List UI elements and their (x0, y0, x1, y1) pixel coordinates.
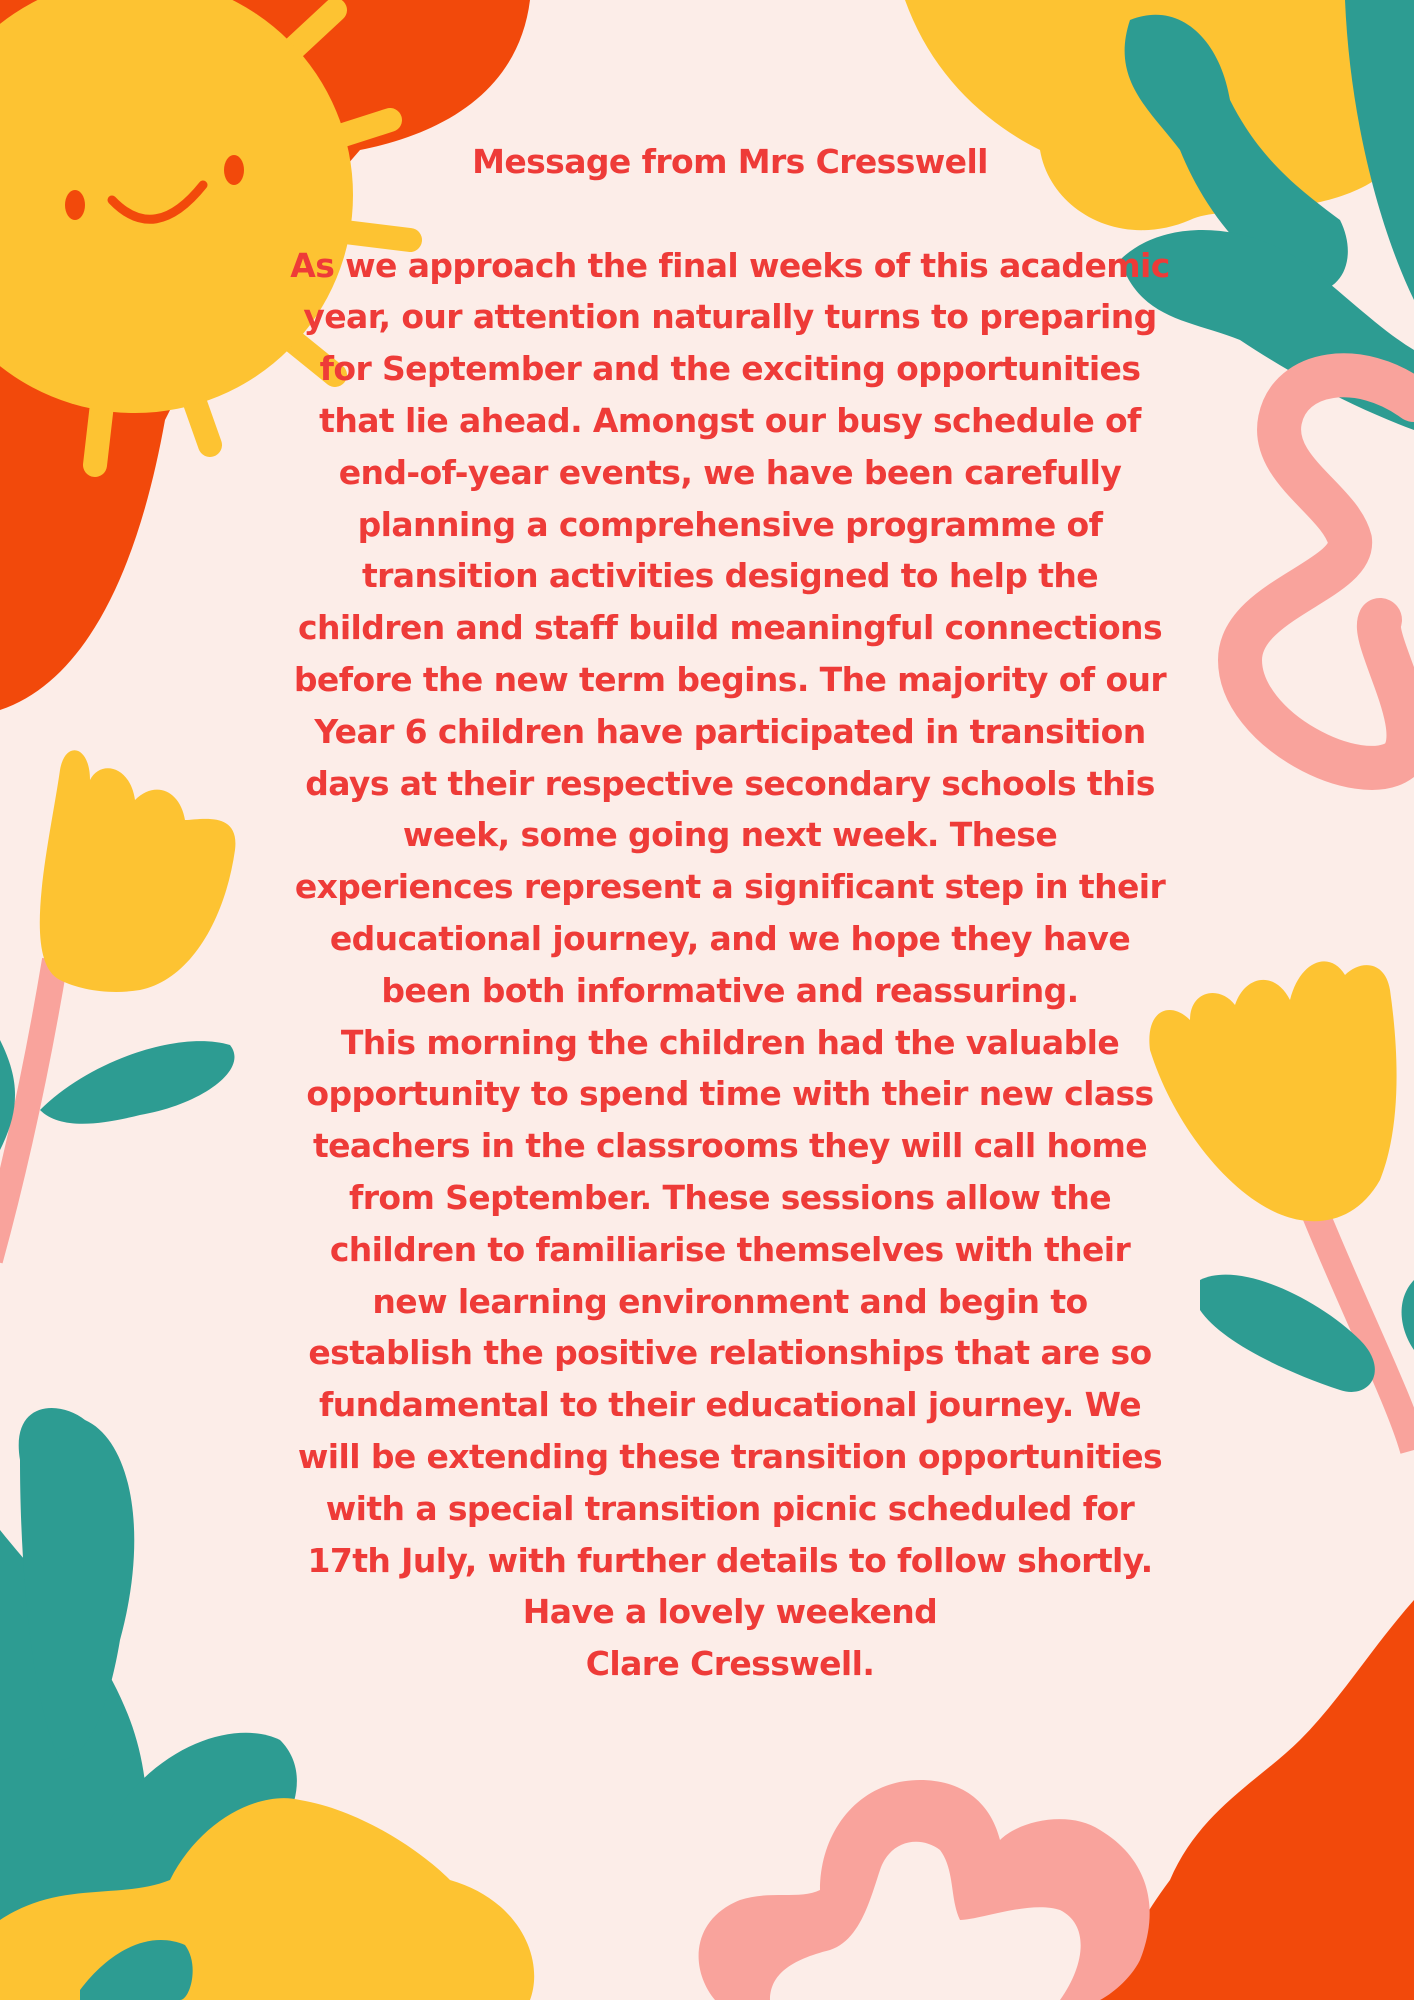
signature: Clare Cresswell. (585, 1644, 875, 1684)
letter-title: Message from Mrs Cresswell (472, 142, 988, 181)
paragraph-new-classes: This morning the children had the valuable opportunity to spend time with their new class teachers in the classrooms they will call home from September. These sessions allow the children to familiarise themselves with their new learning environment and begin to establish the positive relationships that are so fundamental to their educational journey. We will be extending these transition opportunities with a special transition picnic scheduled for 17th July, with further details to follow shortly. (297, 1022, 1163, 1580)
squiggle-icon (1240, 375, 1414, 768)
flower-icon (1149, 961, 1414, 1450)
paragraph-transition: As we approach the final weeks of this academic year, our attention naturally turns to preparing for September and the exciting opportunities that lie ahead. Amongst our busy schedule of end-of-year events, we have been carefully planning a comprehensive programme of transition activities designed to help the children and staff build meaningful connections before the new term begins. The majority of our Year 6 children have participated in transition days at their respective secondary schools this week, some going next week. These experiences represent a significant step in their educational journey, and we hope they have been both informative and reassuring. (290, 245, 1170, 1010)
closing-line: Have a lovely weekend (522, 1592, 938, 1632)
letter (290, 136, 1170, 1690)
flower-icon (0, 750, 235, 1260)
